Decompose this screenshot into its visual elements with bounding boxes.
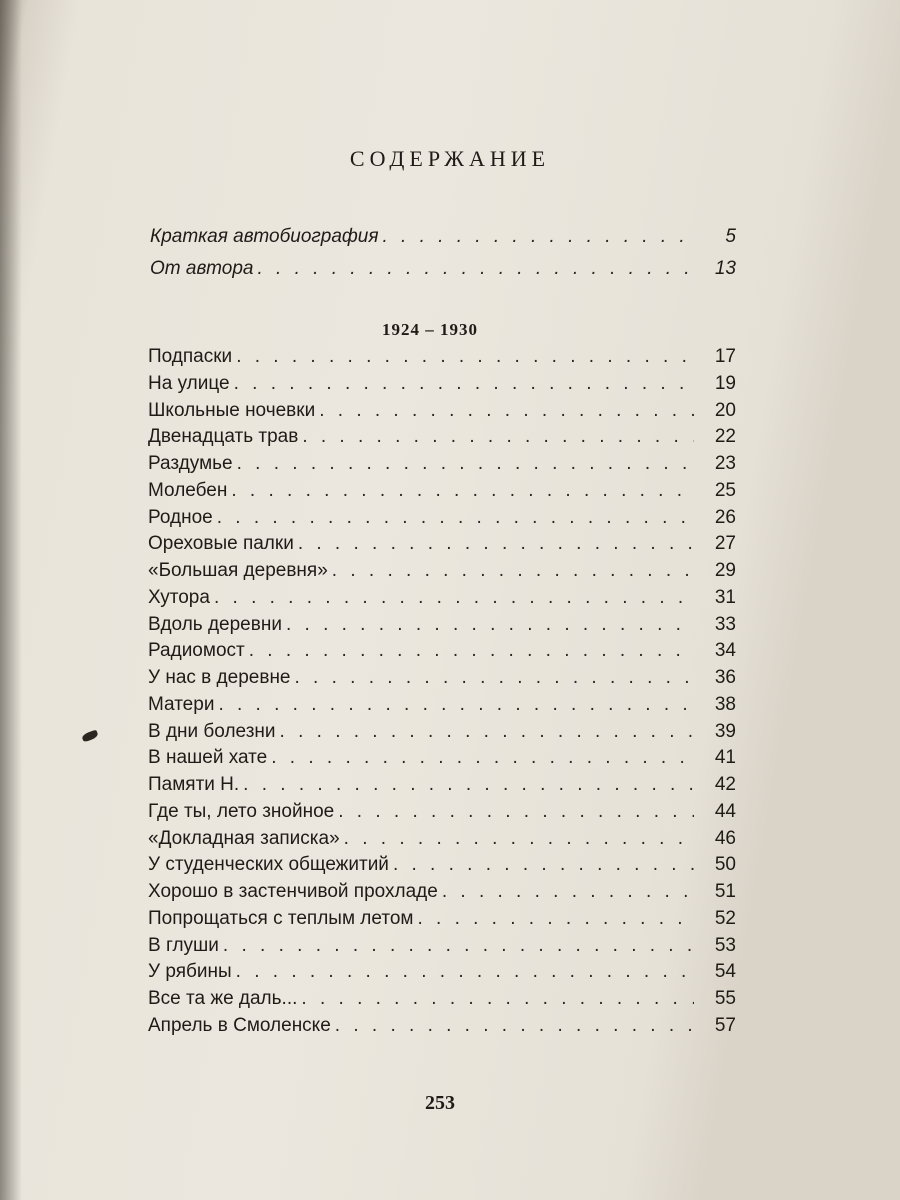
dot-leader bbox=[301, 988, 694, 1010]
contents-entry bbox=[148, 614, 736, 641]
entry-page: 53 bbox=[714, 934, 736, 956]
entry-page: 54 bbox=[714, 961, 736, 983]
contents-entry bbox=[148, 507, 736, 534]
contents-entry bbox=[148, 640, 736, 667]
dot-leader bbox=[332, 560, 694, 582]
entry-title: В глуши bbox=[148, 934, 219, 956]
dot-leader bbox=[236, 346, 694, 368]
entry-title: Вдоль деревни bbox=[148, 613, 282, 635]
entry-title: Все та же даль... bbox=[148, 988, 298, 1009]
entry-page: 44 bbox=[714, 800, 736, 822]
contents-entry bbox=[148, 560, 736, 587]
entry-page: 19 bbox=[714, 372, 736, 394]
entry-title: Родное bbox=[148, 506, 213, 528]
contents-entry bbox=[150, 258, 736, 290]
entry-title: Ореховые палки bbox=[148, 533, 294, 555]
entry-page: 23 bbox=[714, 453, 736, 474]
entry-title: Хутора bbox=[148, 586, 210, 608]
entry-title: В дни болезни bbox=[148, 720, 276, 742]
dot-leader bbox=[383, 226, 695, 248]
entry-title: «Докладная записка» bbox=[148, 827, 340, 849]
contents-entry bbox=[148, 346, 736, 373]
entry-page: 51 bbox=[714, 881, 736, 902]
contents-entry bbox=[148, 854, 736, 881]
entry-page: 38 bbox=[714, 693, 736, 715]
contents-entry bbox=[148, 828, 736, 855]
contents-entry bbox=[148, 587, 736, 614]
dot-leader bbox=[237, 453, 694, 475]
contents-entry bbox=[148, 908, 736, 935]
entry-page: 46 bbox=[714, 827, 736, 849]
dot-leader bbox=[236, 961, 694, 983]
contents-entry bbox=[148, 426, 736, 453]
contents-entry bbox=[148, 881, 736, 908]
contents-list bbox=[148, 346, 736, 1042]
entry-title: Апрель в Смоленске bbox=[148, 1014, 331, 1036]
entry-title: Хорошо в застенчивой прохладе bbox=[148, 881, 438, 902]
page-number: 253 bbox=[425, 1092, 455, 1114]
dot-leader bbox=[243, 774, 694, 796]
dot-leader bbox=[257, 258, 694, 280]
entry-title: Подпаски bbox=[148, 346, 233, 367]
entry-title: В нашей хате bbox=[148, 747, 268, 769]
dot-leader bbox=[298, 533, 694, 555]
contents-entry bbox=[148, 453, 736, 480]
entry-title: Памяти Н. bbox=[148, 774, 240, 795]
entry-title: Школьные ночевки bbox=[148, 399, 316, 421]
entry-title: Где ты, лето знойное bbox=[148, 800, 335, 822]
contents-entry bbox=[148, 1015, 736, 1042]
entry-title: Матери bbox=[148, 693, 215, 715]
dot-leader bbox=[286, 614, 694, 636]
entry-page: 29 bbox=[714, 560, 736, 581]
entry-page: 34 bbox=[714, 640, 736, 662]
contents-entry bbox=[148, 694, 736, 721]
entry-page: 50 bbox=[714, 854, 736, 876]
dot-leader bbox=[442, 881, 694, 903]
entry-page: 55 bbox=[714, 988, 736, 1009]
contents-entry bbox=[148, 667, 736, 694]
entry-page: 33 bbox=[714, 613, 736, 635]
entry-title: Раздумье bbox=[148, 453, 233, 474]
dot-leader bbox=[319, 400, 694, 422]
ink-speck bbox=[81, 730, 99, 743]
dot-leader bbox=[280, 721, 694, 743]
contents-entry bbox=[148, 400, 736, 427]
entry-page: 17 bbox=[714, 346, 736, 367]
dot-leader bbox=[217, 507, 694, 529]
dot-leader bbox=[214, 587, 694, 609]
contents-entry bbox=[148, 935, 736, 962]
contents-entry bbox=[148, 801, 736, 828]
dot-leader bbox=[417, 908, 694, 930]
dot-leader bbox=[344, 828, 694, 850]
contents-entry bbox=[150, 226, 736, 258]
entry-title: От автора bbox=[150, 258, 254, 279]
entry-title: У нас в деревне bbox=[148, 667, 291, 688]
entry-page: 39 bbox=[714, 720, 736, 742]
entry-page: 57 bbox=[714, 1014, 736, 1036]
contents-entry bbox=[148, 721, 736, 748]
dot-leader bbox=[234, 373, 694, 395]
dot-leader bbox=[231, 480, 694, 502]
period-heading: 1924 – 1930 bbox=[382, 320, 478, 339]
entry-page: 27 bbox=[714, 533, 736, 555]
entry-page: 5 bbox=[725, 226, 736, 247]
dot-leader bbox=[271, 747, 694, 769]
entry-page: 25 bbox=[714, 479, 736, 501]
contents-entry bbox=[148, 961, 736, 988]
dot-leader bbox=[338, 801, 694, 823]
entry-page: 26 bbox=[714, 506, 736, 528]
entry-page: 42 bbox=[714, 774, 736, 795]
entry-title: Двенадцать трав bbox=[148, 426, 299, 448]
contents-entry bbox=[148, 774, 736, 801]
entry-page: 22 bbox=[714, 426, 736, 448]
dot-leader bbox=[302, 426, 694, 448]
dot-leader bbox=[335, 1015, 694, 1037]
entry-page: 36 bbox=[714, 667, 736, 688]
spine-shadow bbox=[0, 0, 22, 1200]
entry-page: 31 bbox=[714, 586, 736, 608]
entry-title: На улице bbox=[148, 372, 230, 394]
contents-entry bbox=[148, 373, 736, 400]
dot-leader bbox=[223, 935, 694, 957]
contents-entry bbox=[148, 747, 736, 774]
contents-entry bbox=[148, 480, 736, 507]
entry-page: 41 bbox=[714, 747, 736, 769]
dot-leader bbox=[295, 667, 695, 689]
entry-title: Краткая автобиография bbox=[150, 226, 379, 247]
entry-title: Молебен bbox=[148, 479, 228, 501]
entry-title: У рябины bbox=[148, 961, 232, 983]
entry-title: Попрощаться с теплым летом bbox=[148, 907, 414, 929]
entry-title: «Большая деревня» bbox=[148, 560, 328, 581]
entry-page: 20 bbox=[714, 399, 736, 421]
entry-title: Радиомост bbox=[148, 640, 245, 662]
contents-entry bbox=[148, 988, 736, 1015]
dot-leader bbox=[218, 694, 694, 716]
entry-page: 13 bbox=[714, 258, 736, 279]
contents-entry bbox=[148, 533, 736, 560]
entry-title: У студенческих общежитий bbox=[148, 854, 389, 876]
dot-leader bbox=[393, 854, 694, 876]
dot-leader bbox=[249, 640, 694, 662]
intro-list bbox=[150, 226, 736, 290]
entry-page: 52 bbox=[714, 907, 736, 929]
contents-heading: СОДЕРЖАНИЕ bbox=[349, 146, 551, 171]
